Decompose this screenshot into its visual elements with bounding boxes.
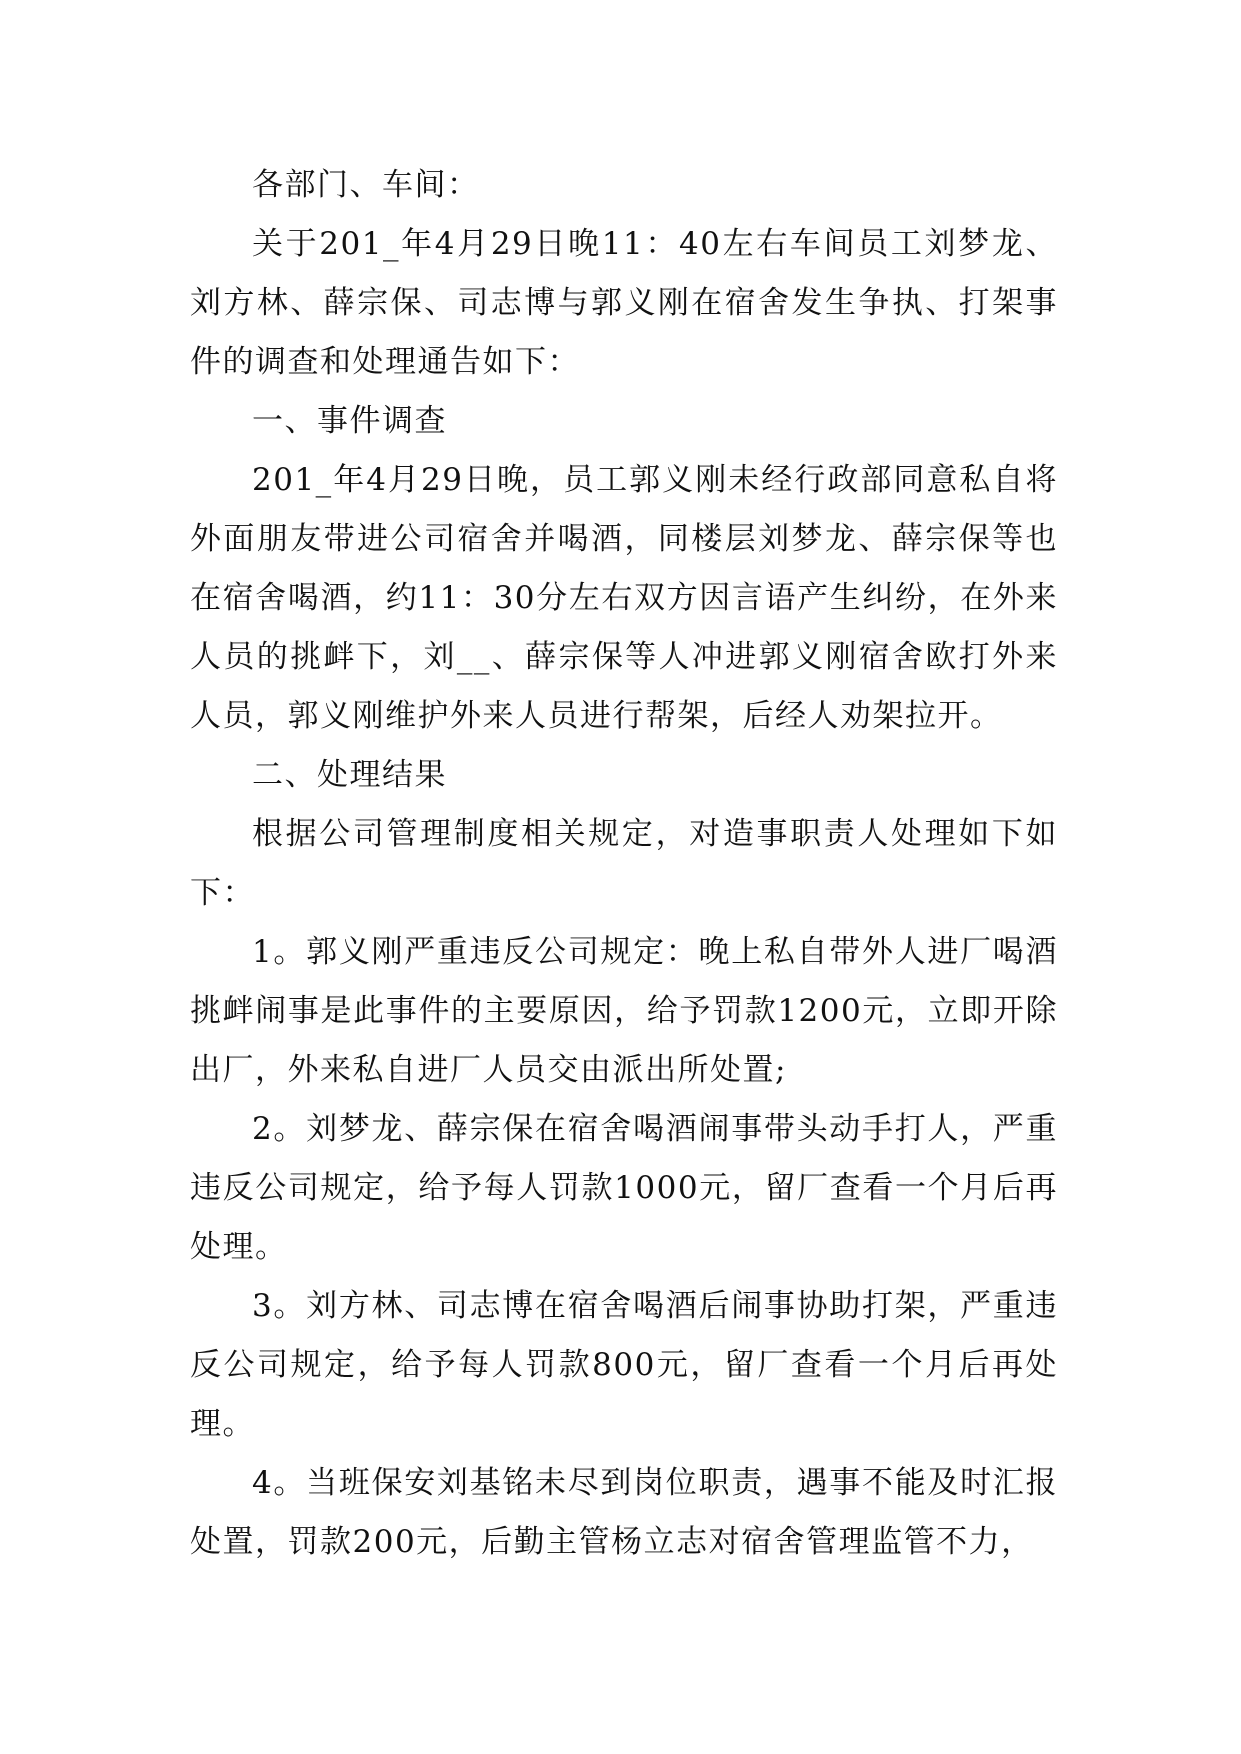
document-body [190, 156, 1058, 1572]
intro-paragraph: 关于201_年4月29日晚11：40左右车间员工刘梦龙、刘方林、薛宗保、司志博与郭义刚在宿舍发生争执、打架事件的调查和处理通告如下： [190, 226, 1058, 380]
result-item-1: 1。郭义刚严重违反公司规定：晚上私自带外人进厂喝酒挑衅闹事是此事件的主要原因，给予罚款1200元，立即开除出厂，外来私自进厂人员交由派出所处置; [190, 934, 1058, 1088]
section-heading-results: 二、处理结果 [252, 757, 447, 793]
result-item-2: 2。刘梦龙、薛宗保在宿舍喝酒闹事带头动手打人，严重违反公司规定，给予每人罚款1000元，留厂查看一个月后再处理。 [190, 1111, 1058, 1265]
results-intro-paragraph: 根据公司管理制度相关规定，对造事职责人处理如下如下： [190, 816, 1058, 911]
result-item-4: 4。当班保安刘基铭未尽到岗位职责，遇事不能及时汇报处置，罚款200元，后勤主管杨立志对宿舍管理监管不力， [190, 1465, 1058, 1560]
investigation-paragraph: 201_年4月29日晚，员工郭义刚未经行政部同意私自将外面朋友带进公司宿舍并喝酒，同楼层刘梦龙、薛宗保等也在宿舍喝酒，约11：30分左右双方因言语产生纠纷，在外来人员的挑衅下，刘__、薛宗保等人冲进郭义刚宿舍欧打外来人员，郭义刚维护外来人员进行帮架，后经人劝架拉开。 [190, 462, 1058, 734]
result-item-3: 3。刘方林、司志博在宿舍喝酒后闹事协助打架，严重违反公司规定，给予每人罚款800元，留厂查看一个月后再处理。 [190, 1288, 1058, 1442]
section-heading-investigation: 一、事件调查 [252, 403, 447, 439]
salutation: 各部门、车间： [252, 167, 480, 203]
